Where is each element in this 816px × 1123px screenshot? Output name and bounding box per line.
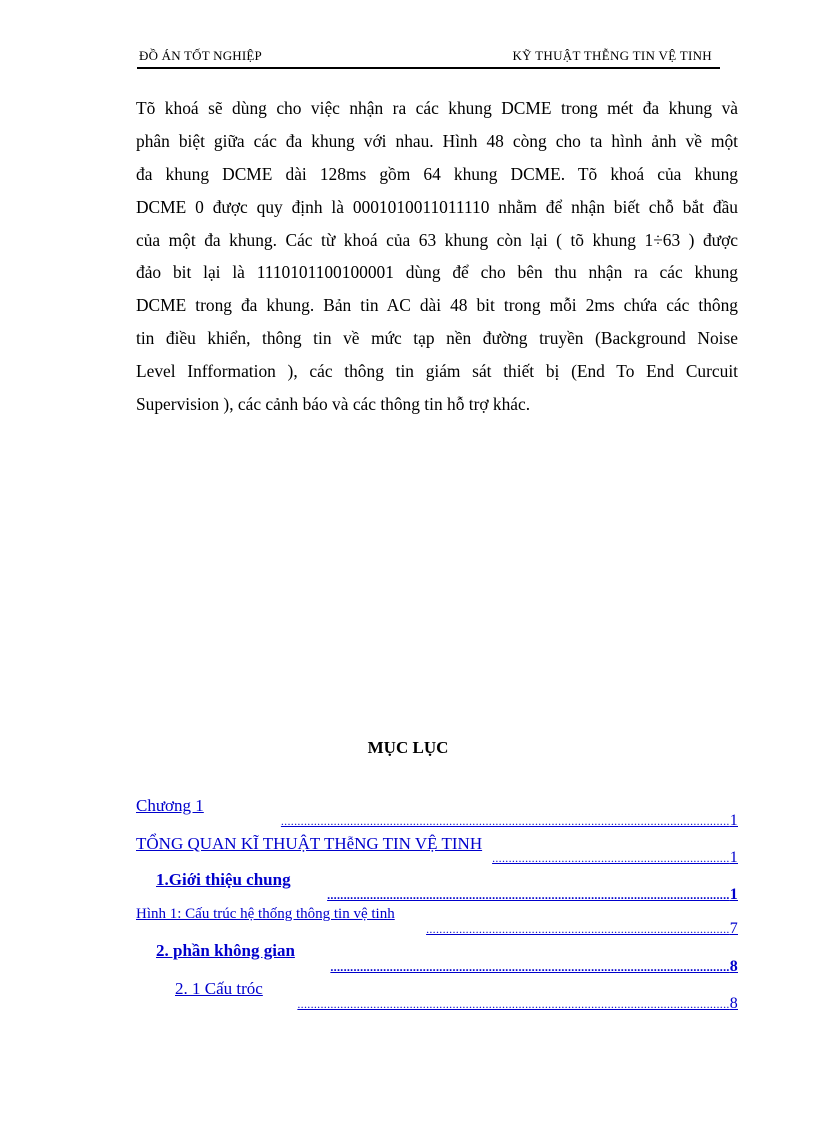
paragraph-line: Level Infformation ), các thông tin giám sát thiết bị (End To End Curcuit: [136, 361, 738, 382]
paragraph-line: của một đa khung. Các từ khoá của 63 khung còn lại ( tõ khung 1÷63 ) được: [136, 229, 738, 250]
toc-leader: ............................................................................................: [426, 922, 730, 936]
page-header: [137, 48, 720, 70]
toc-entry-dots[interactable]: [308, 886, 738, 904]
paragraph-line: DCME 0 được quy định là 0001010011011110 nhằm để nhận biết chỗ bắt đầu: [136, 196, 738, 217]
toc-leader: .........................................................................................................................: [330, 960, 730, 974]
toc-entry-dots[interactable]: [492, 849, 738, 867]
paragraph-line: đảo bit lại là 1110101100100001 dùng để cho bên thu nhận ra các khung: [136, 262, 738, 283]
toc-page-number: 1: [729, 849, 738, 866]
toc-entry-link[interactable]: Chương 1: [136, 796, 204, 815]
toc-entry-link[interactable]: 2. 1 Cấu tróc: [175, 979, 263, 998]
header-left-title: ĐỒ ÁN TỐT NGHIỆP: [139, 48, 262, 63]
toc-leader: ..........................................................................................................................: [327, 888, 730, 902]
toc-entry-dots[interactable]: [214, 812, 738, 830]
toc-leader: ........................................................................................................................................: [280, 814, 730, 828]
toc-entry-link[interactable]: 2. phần không gian: [156, 941, 295, 960]
toc-entry-link[interactable]: TỔNG QUAN KĨ THUẬT THễNG TIN VỆ TINH: [136, 834, 483, 853]
header-rule: [137, 67, 720, 69]
header-right-title: KỸ THUẬT THỄNG TIN VỆ TINH: [512, 48, 712, 63]
toc-page-number: 8: [729, 958, 738, 975]
toc-entry-dots[interactable]: [314, 958, 738, 976]
paragraph-line: DCME trong đa khung. Bản tin AC dài 48 bit trong mỗi 2ms chứa các thông: [136, 295, 738, 316]
paragraph-line: Supervision ), các cảnh báo và các thông tin hỗ trợ khác.: [136, 394, 531, 415]
toc-entry-dots[interactable]: [426, 920, 738, 938]
toc-entry-dots[interactable]: [278, 995, 738, 1013]
body-paragraph: [136, 92, 738, 421]
paragraph-line: phân biệt giữa các đa khung với nhau. Hình 48 còng cho ta hình ảnh về một: [136, 130, 738, 151]
toc-page-number: 1: [729, 886, 738, 903]
toc-leader: ...................................................................................................................................: [297, 997, 730, 1011]
toc-page-number: 8: [729, 995, 738, 1012]
toc-entry-link[interactable]: 1.Giới thiệu chung: [156, 870, 291, 889]
paragraph-line: Tõ khoá sẽ dùng cho việc nhận ra các khung DCME trong mét đa khung và: [136, 98, 738, 118]
paragraph-line: đa khung DCME dài 128ms gồm 64 khung DCME. Tõ khoá của khung: [136, 163, 738, 184]
toc-title: MỤC LỤC: [367, 738, 449, 757]
toc-page-number: 7: [729, 920, 738, 937]
toc-page-number: 1: [729, 812, 738, 829]
paragraph-line: tin điều khiển, thông tin về mức tạp nền đường truyền (Background Noise: [136, 328, 738, 349]
toc-entry-link[interactable]: Hình 1: Cấu trúc hệ thống thông tin vệ tinh: [136, 906, 395, 922]
toc-leader: ........................................................................: [492, 851, 730, 865]
